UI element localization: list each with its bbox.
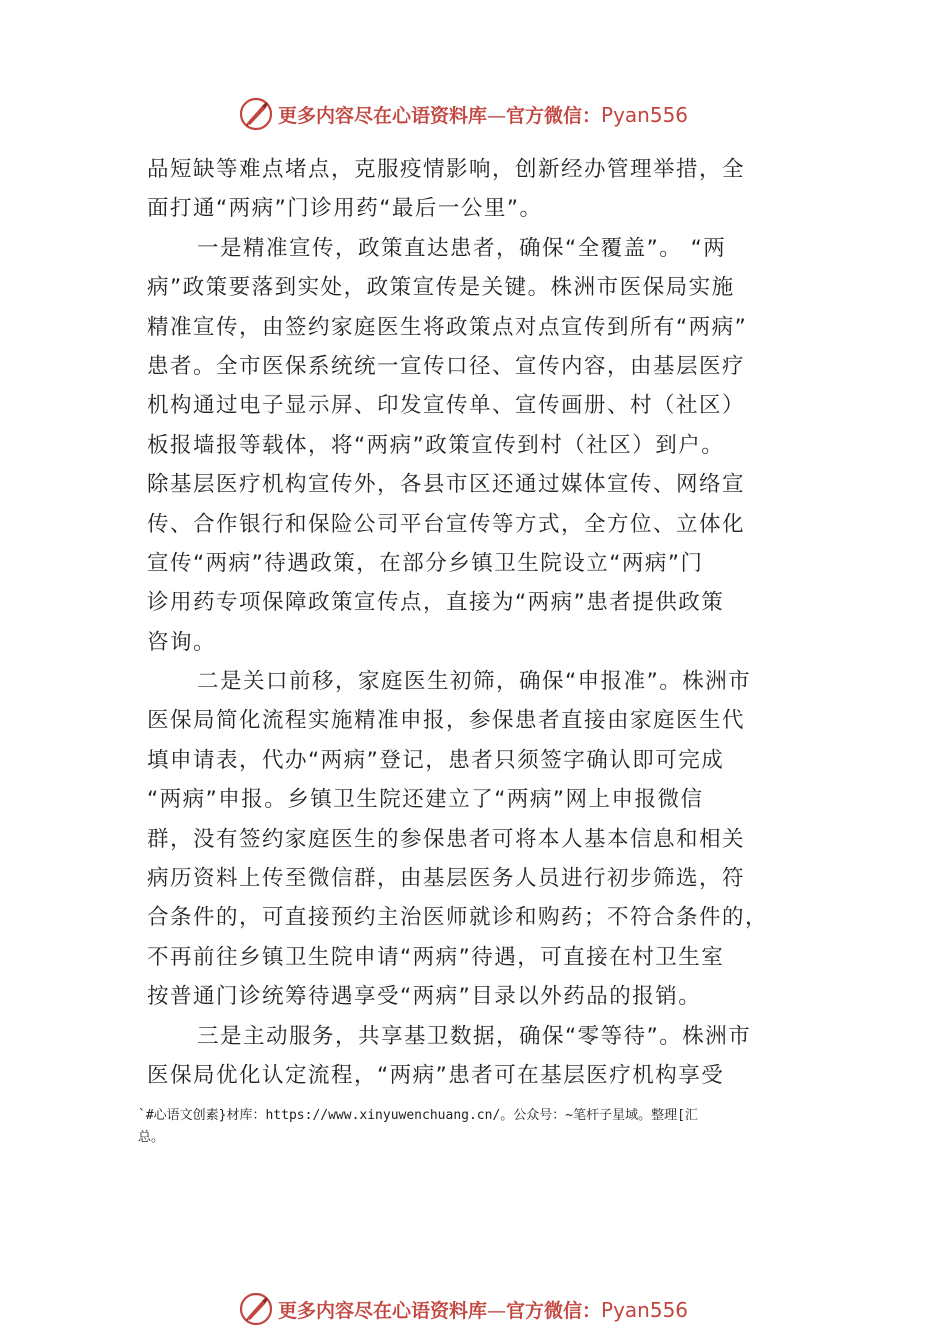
watermark-wechat-label: 官方微信：	[506, 1299, 602, 1322]
text-line: 咨询。	[147, 629, 217, 655]
paragraph-start-line: 二是关口前移，家庭医生初筛，确保“申报准”。株洲市	[197, 669, 752, 695]
text-line: 面打通“两病”门诊用药“最后一公里”。	[147, 196, 543, 222]
text-line: 传、合作银行和保险公司平台宣传等方式，全方位、立体化	[147, 511, 746, 537]
text-line: 按普通门诊统筹待遇享受“两病”目录以外药品的报销。	[147, 984, 702, 1010]
text-line: 机构通过电子显示屏、印发宣传单、宣传画册、村（社区）	[147, 393, 746, 419]
text-line: 除基层医疗机构宣传外，各县市区还通过媒体宣传、网络宣	[147, 472, 746, 498]
text-line: 病历资料上传至微信群，由基层医务人员进行初步筛选，符	[147, 866, 746, 892]
text-line: 宣传“两病”待遇政策，在部分乡镇卫生院设立“两病”门	[147, 550, 704, 576]
text-line: “两病”申报。乡镇卫生院还建立了“两病”网上申报微信	[147, 787, 704, 813]
text-line: 诊用药专项保障政策宣传点，直接为“两病”患者提供政策	[147, 590, 725, 616]
watermark-wechat-label: 官方微信：	[506, 104, 602, 127]
footnote-line-1: `#心语文创素}材库：https://www.xinyuwenchuang.cn/。公众号：~笔杆子星域。整理[汇	[138, 1108, 698, 1123]
pen-logo-icon	[238, 1291, 274, 1327]
text-line: 精准宣传，由签约家庭医生将政策点对点宣传到所有“两病”	[147, 314, 748, 340]
text-line: 医保局简化流程实施精准申报，参保患者直接由家庭医生代	[147, 708, 746, 734]
text-line: 患者。全市医保系统统一宣传口径、宣传内容，由基层医疗	[147, 353, 746, 379]
text-line: 医保局优化认定流程，“两病”患者可在基层医疗机构享受	[147, 1062, 725, 1088]
text-line: 合条件的，可直接预约主治医师就诊和购药；不符合条件的，	[147, 905, 769, 931]
text-line: 填申请表，代办“两病”登记，患者只须签字确认即可完成	[147, 747, 725, 773]
watermark-site: 更多内容尽在心语资料库	[278, 104, 488, 127]
text-line: 品短缺等难点堵点，克服疫情影响，创新经办管理举措，全	[147, 157, 746, 182]
text-line: 不再前往乡镇卫生院申请“两病”待遇，可直接在村卫生室	[147, 944, 725, 970]
watermark-separator: —	[487, 1299, 507, 1322]
watermark-text	[278, 1296, 688, 1323]
text-line: 板报墙报等载体，将“两病”政策宣传到村（社区）到户。	[147, 432, 725, 458]
footnote	[138, 1105, 838, 1149]
watermark-site: 更多内容尽在心语资料库	[278, 1299, 488, 1322]
text-line: 病”政策要落到实处，政策宣传是关键。株洲市医保局实施	[147, 275, 735, 301]
paragraph-start-line: 三是主动服务，共享基卫数据，确保“零等待”。株洲市	[197, 1023, 752, 1049]
watermark-wechat-id: Pyan556	[601, 102, 689, 127]
footer-watermark	[238, 1291, 688, 1327]
watermark-text	[278, 101, 688, 128]
text-line: 群，没有签约家庭医生的参保患者可将本人基本信息和相关	[147, 826, 746, 852]
paragraph-start-line: 一是精准宣传，政策直达患者，确保“全覆盖”。 “两	[197, 235, 727, 261]
pen-logo-icon	[238, 96, 274, 132]
header-watermark	[238, 96, 688, 132]
footnote-line-2: 总。	[138, 1130, 165, 1145]
article-body	[147, 150, 847, 1095]
watermark-wechat-id: Pyan556	[601, 1297, 689, 1322]
watermark-separator: —	[487, 104, 507, 127]
